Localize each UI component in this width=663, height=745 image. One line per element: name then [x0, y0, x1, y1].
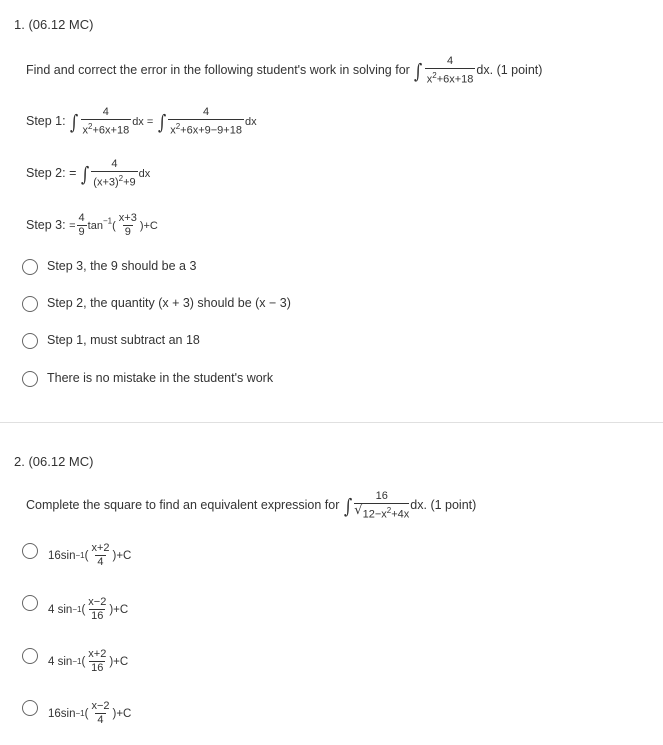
q1-option-4-label[interactable]: There is no mistake in the student's work — [47, 371, 274, 385]
question-1-prompt — [26, 55, 542, 87]
prompt-text: Find and correct the error in the following student's work in solving for — [26, 63, 410, 78]
points-label: (1 point) — [496, 63, 543, 78]
prompt-fraction: 16 √ $12-x^2+4x$ — [354, 490, 410, 521]
integral-sign: ∫ — [70, 109, 79, 134]
prompt-fraction — [425, 55, 476, 87]
q1-option-2-radio[interactable] — [22, 296, 38, 312]
q1-option-1-radio[interactable] — [22, 259, 38, 275]
q1-option-1-label[interactable]: Step 3, the 9 should be a 3 — [47, 259, 197, 273]
dx-label: dx. — [476, 63, 494, 78]
q1-option-3-label[interactable]: Step 1, must subtract an 18 — [47, 333, 200, 347]
q2-option-1-label[interactable]: 16 sin −1 ( $\frac{x+2}{4}$ )+C — [48, 542, 132, 568]
q2-option-4-radio[interactable] — [22, 700, 38, 716]
step-1-fraction: $\frac{4}{x^2+6x+18}$ — [82, 106, 130, 137]
dx-label: dx — [244, 116, 257, 129]
denominator: $x^2+6x+18$ — [425, 68, 476, 87]
question-divider — [0, 422, 663, 423]
step-1 — [26, 106, 257, 138]
question-2-header: 2. (06.12 MC) — [14, 454, 94, 469]
integral-sign: ∫ — [343, 493, 353, 518]
step-2-fraction: $\frac{4}{(x+3)^2+9}$ — [93, 158, 136, 189]
step-3: Step 3: = $\frac{4}{9}$ $\tan^{-1}$( $\frac{x+3}{9}$ )+C — [26, 212, 158, 238]
tan-label: tan — [87, 219, 103, 232]
step-3-label: Step 3: — [26, 217, 66, 232]
dx-label: dx. — [410, 498, 427, 513]
step-3-inner: $\frac{x+3}{9}$ — [118, 212, 137, 238]
integral-sign: ∫ — [414, 58, 423, 83]
q2-option-3-label[interactable]: 4 sin −1 ( $\frac{x+2}{16}$ )+C — [48, 648, 129, 674]
question-1-header: 1. (06.12 MC) — [14, 17, 94, 32]
numerator: 4 — [447, 55, 454, 67]
points-label: (1 point) — [430, 498, 477, 513]
integral-sign: ∫ — [80, 161, 90, 186]
step-1-mid: dx = — [132, 116, 154, 129]
step-1-fraction-2: $\frac{4}{x^2+6x+9-9+18}$ — [170, 106, 242, 137]
step-1-label: Step 1: — [26, 114, 66, 129]
equals-sign: = — [69, 219, 76, 232]
q2-option-3-radio[interactable] — [22, 648, 38, 664]
question-2-prompt — [26, 490, 476, 522]
prompt-text: Complete the square to find an equivalent expression for — [26, 498, 340, 513]
q1-option-3-radio[interactable] — [22, 333, 38, 349]
q2-option-2-radio[interactable] — [22, 595, 38, 611]
q1-option-2-label[interactable]: Step 2, the quantity (x + 3) should be (x − 3) — [47, 296, 291, 310]
step-3-coef: $\frac{4}{9}$ — [78, 212, 85, 238]
step-2-label: Step 2: = — [26, 166, 77, 181]
q2-option-1-radio[interactable] — [22, 543, 38, 559]
step-2 — [26, 158, 150, 190]
q2-option-4-label[interactable]: 16 sin −1 ( $\frac{x-2}{4}$ )+C — [48, 700, 132, 726]
q2-option-2-label[interactable]: 4 sin −1 ( $\frac{x-2}{16}$ )+C — [48, 596, 129, 622]
dx-label: dx — [138, 168, 151, 181]
q1-option-4-radio[interactable] — [22, 371, 38, 387]
integral-sign: ∫ — [157, 109, 167, 134]
